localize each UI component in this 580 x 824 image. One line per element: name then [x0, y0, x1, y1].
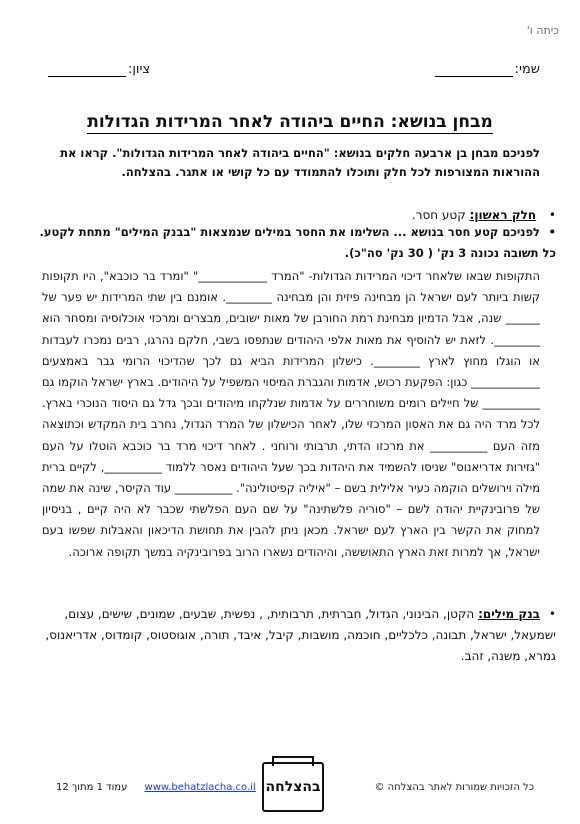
name-blank-line[interactable]: [435, 64, 513, 77]
score-label: ציון:: [128, 62, 151, 77]
part1-instructions: לפניכם קטע חסר בנושא ... השלימו את החסר במילים שנמצאות "בבנק המילים" מתחת לקטע. כל תשובה נכונה 3 נק' ( 30 נק' סה"כ).: [39, 225, 556, 260]
exam-title: [0, 112, 580, 132]
name-label: שמי:: [514, 62, 540, 77]
word-bank: [36, 604, 556, 667]
part1-title: קטע חסר.: [411, 208, 470, 222]
grade-label: כיתה ו': [526, 24, 559, 37]
word-bank-words: הקטן, הבינוני, הגדול, חברתית, תרבותית, , נפשית, שבעים, שמונים, שישים, עצום, ישמעאל, ישראל, תבונה, כלכליים, חוכמה, מושבות, קיבל, איבד, תורה, אוגוסטוס, קומדוס, אדריאנוס, גמרא, משנה, זהב.: [45, 607, 556, 663]
exam-title-text: מבחן בנושא: החיים ביהודה לאחר המרידות הגדולות: [87, 112, 493, 132]
cloze-paragraph: התקופות שבאו שלאחר דיכוי המרידות הגדולות- "המרד ____________" "ומרד בר כוכבא", היו תקופות קשות ביותר לעם ישראל הן מבחינה פיזית והן מבחינה ________. אומנם בין שתי המרידות יש פער של ______ שנה, אבל הדמיון מבחינת רמת החורבן של מאות ישובים, מבצרים ומרכזי אוכלוסיה ומסחר הוא ________. לזאת יש להוסיף את מאות אלפי היהודים שנתפסו בשבי, חלקם נהרגו, רבים נמכרו לעבדות או הוגלו מחוץ לארץ ________. כישלון המרידות הביא גם לכך שהדיכוי הרומי גבר באמצעים ____________ כגון: הפקעת רכוש, אדמות והגברת המיסוי המשפיל על היהודים. בארץ ישראל הוקמו גם __________ של חיילים רומים משוחררים על אדמות שנלקחו מיהודים ובכך גדל גם היסוד הנוכרי בארץ. לכל מרד היה גם את האסון המרכזי שלו, לאחר הכישלון של המרד הגדול, נחרב בית המקדש וכתוצאה מזה העם __________ את מרכזו הדתי, תרבותי ורוחני . לאחר דיכוי מרד בר כוכבא הוטלו על העם "גזירות אדריאנוס" שניסו להשמיד את היהדות בכך שעל היהודים נאסר ללמוד __________, לקיים ברית מילה וירושלים הוקמה כעיר אלילית בשם – "איליה קפיטולינה". __________ עוד הקיסר, שינה את שמה של פרובינקיית יהודה לשם – "סוריה פלשתינה" על שם העם הפלשתי שכבר לא היה קיים , בניסיון למחוק את הקשר בין הארץ לעם ישראל. מכאן ניתן להבין את תחושת הדיכאון והאבלות שפשו בעם ישראל, אך למרות זאת הארץ התאוששה, והיהודים נשארו הרוב בפרובינקיה במשך תקופה ארוכה.: [42, 269, 540, 559]
word-bank-label: בנק מילים:: [478, 607, 540, 621]
footer-left: [56, 782, 256, 793]
behatzlacha-logo: [262, 762, 324, 812]
student-name-field: [435, 62, 540, 77]
copyright-text: כל הזכויות שמורות לאתר בהצלחה ©: [374, 782, 534, 793]
site-link[interactable]: www.behatzlacha.co.il: [144, 782, 256, 793]
intro-text: לפניכם מבחן בן ארבעה חלקים בנושא: "החיים ביהודה לאחר המרידות הגדולות". קראו את ההוראות המצורפות לכל חלק ותוכלו להתמודד עם כל קושי או אתגר. בהצלחה.: [60, 146, 540, 179]
part1-instructions-block: [36, 222, 556, 264]
score-blank-line[interactable]: [48, 64, 126, 77]
part1-label: חלק ראשון:: [469, 208, 537, 222]
score-field: [48, 62, 150, 77]
page-number: עמוד 1 מתוך 12: [56, 782, 128, 793]
logo-text: בהצלחה: [265, 779, 321, 795]
